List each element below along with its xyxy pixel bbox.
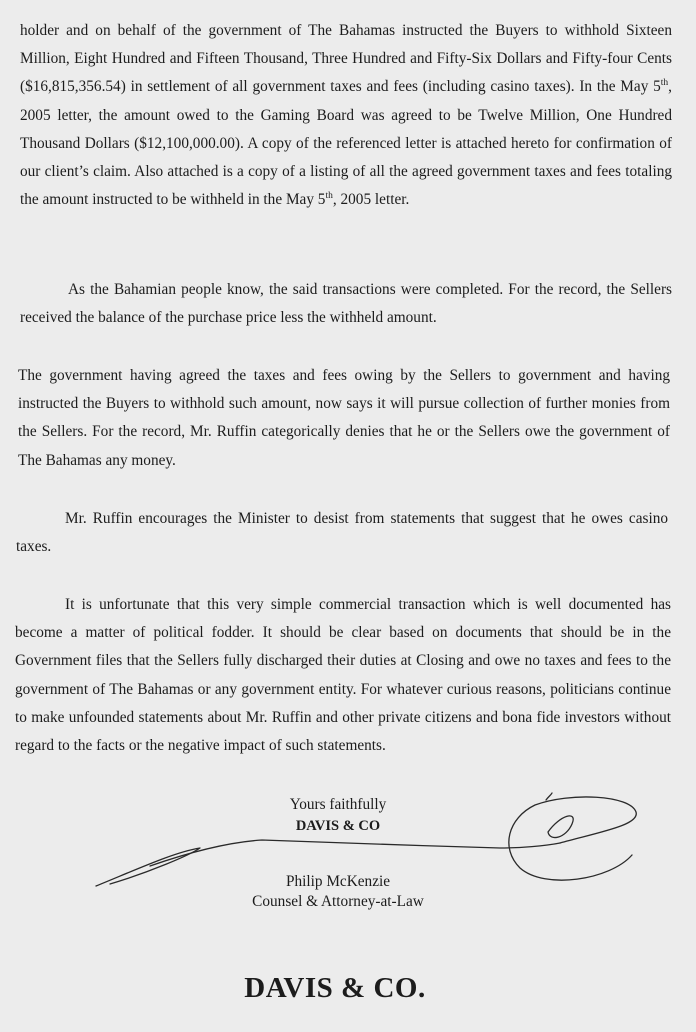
paragraph-1-part-3: , 2005 letter.: [332, 191, 410, 209]
paragraph-3: [18, 362, 670, 475]
closing-salutation: Yours faithfully: [289, 796, 387, 813]
paragraph-5-text: It is unfortunate that this very simple commercial transaction which is well documented has become a matter of political fodder. It should be clear based on documents that should be in the Government files that the Sellers fully discharged their duties at Closing and owe no taxes and fees to the government of The Bahamas or any government entity. For whatever curious reasons, politicians continue to make unfounded statements about Mr. Ruffin and other private citizens and bona fide investors without regard to the facts or the negative impact of such statements.: [15, 596, 671, 755]
paragraph-1-part-2: , 2005 letter, the amount owed to the Gaming Board was agreed to be Twelve Million, One Hundred Thousand Dollars ($12,100,000.00). A copy of the referenced letter is attached hereto for confirmation of our client’s claim. Also attached is a copy of a listing of all the agreed government taxes and fees totaling the amount instructed to be withheld in the May 5: [20, 78, 672, 209]
paragraph-1-part-1: holder and on behalf of the government of The Bahamas instructed the Buyers to withhold Sixteen Million, Eight Hundred and Fifteen Thousand, Three Hundred and Fifty-Six Dollars and Fifty-four Cents ($16,815,356.54) in settlement of all government taxes and fees (including casino taxes). In the May 5: [20, 22, 672, 96]
signatory-name: Philip McKenzie: [285, 873, 391, 890]
paragraph-2: [20, 276, 672, 332]
signature-firm-name: DAVIS & CO: [295, 818, 381, 834]
paragraph-4-text: Mr. Ruffin encourages the Minister to desist from statements that suggest that he owes casino taxes.: [16, 510, 668, 556]
ordinal-suffix: th: [325, 191, 333, 202]
ordinal-suffix: th: [660, 78, 669, 89]
paragraph-4: [16, 505, 668, 561]
letterhead-footer: DAVIS & CO.: [244, 972, 426, 1004]
paragraph-1: [20, 17, 672, 214]
paragraph-5: [15, 591, 671, 760]
signatory-title: Counsel & Attorney-at-Law: [252, 893, 424, 910]
paragraph-2-text: As the Bahamian people know, the said transactions were completed. For the record, the Sellers received the balance of the purchase price less the withheld amount.: [20, 281, 672, 327]
paragraph-3-text: The government having agreed the taxes and fees owing by the Sellers to government and having instructed the Buyers to withhold such amount, now says it will pursue collection of further monies from the Sellers. For the record, Mr. Ruffin categorically denies that he or the Sellers owe the government of The Bahamas any money.: [18, 367, 670, 469]
